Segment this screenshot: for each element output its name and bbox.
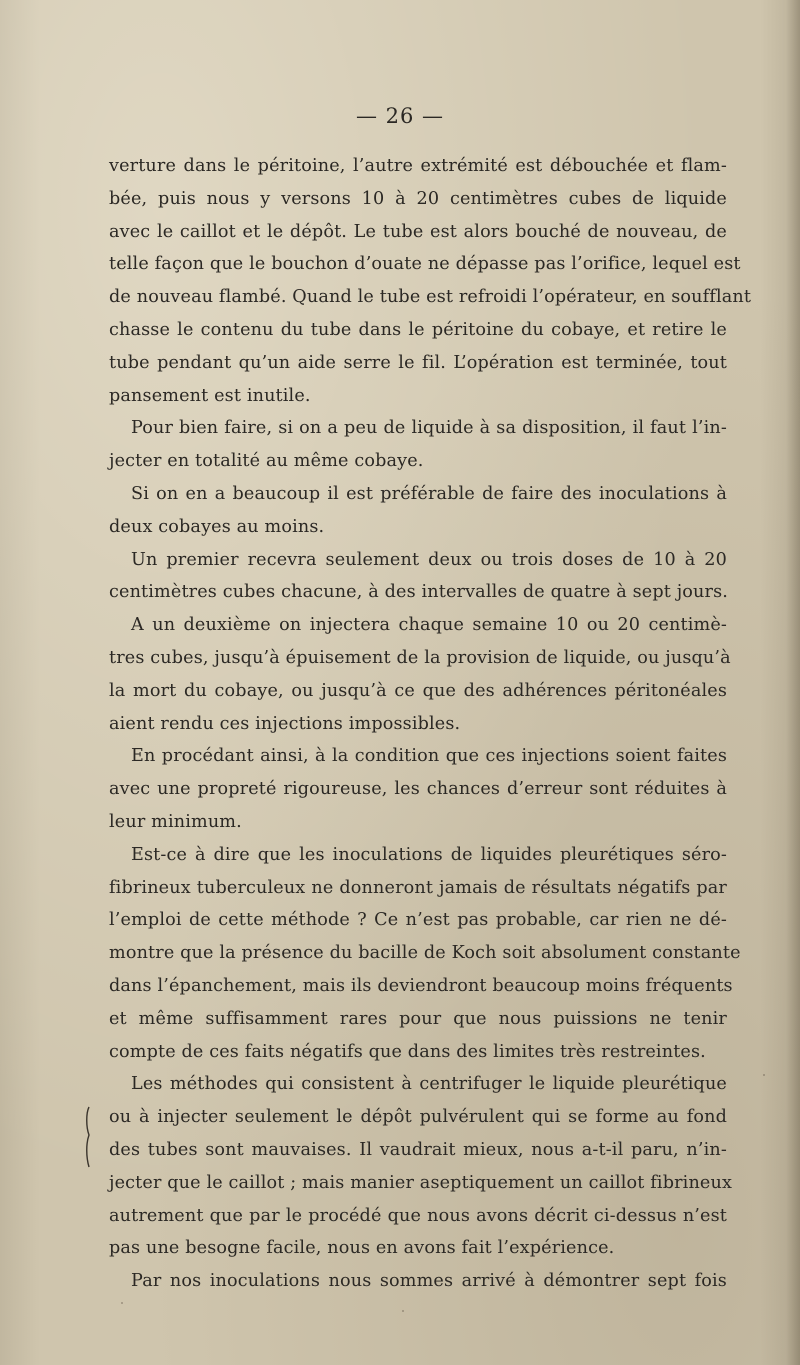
text-line: jecter en totalité au même cobaye. [109, 451, 424, 472]
text-line: pas une besogne facile, nous en avons fait l’expérience. [109, 1238, 615, 1259]
text-line: Pour bien faire, si on a peu de liquide à sa disposition, il faut l’in- [131, 418, 727, 439]
text-line: A un deuxième on injectera chaque semaine 10 ou 20 centimè- [131, 615, 727, 636]
text-line: verture dans le péritoine, l’autre extrémité est débouchée et flam- [109, 156, 727, 176]
text-line: l’emploi de cette méthode ? Ce n’est pas probable, car rien ne dé- [109, 910, 727, 931]
text-line: centimètres cubes chacune, à des intervalles de quatre à sept jours. [109, 582, 729, 603]
text-line: autrement que par le procédé que nous avons décrit ci-dessus n’est [109, 1205, 727, 1226]
text-line: aient rendu ces injections impossibles. [109, 713, 461, 734]
text-line: Un premier recevra seulement deux ou trois doses de 10 à 20 [131, 549, 727, 570]
text-line: fibrineux tuberculeux ne donneront jamais de résultats négatifs par [109, 877, 727, 898]
text-line: deux cobayes au moins. [109, 516, 325, 537]
paper-speck [402, 1310, 404, 1312]
text-line: avec une propreté rigoureuse, les chances d’erreur sont réduites à [109, 779, 727, 800]
text-line: leur minimum. [109, 811, 242, 832]
body-text [109, 150, 752, 1298]
text-line: tube pendant qu’un aide serre le fil. L’opération est terminée, tout [109, 352, 727, 373]
text-line: bée, puis nous y versons 10 à 20 centimètres cubes de liquide [109, 188, 727, 209]
text-line: des tubes sont mauvaises. Il vaudrait mieux, nous a-t-il paru, n’in- [109, 1139, 727, 1160]
text-line: compte de ces faits négatifs que dans des limites très restreintes. [109, 1041, 706, 1062]
text-line: montre que la présence du bacille de Koch soit absolument constante [109, 943, 741, 964]
text-line: ou à injecter seulement le dépôt pulvérulent qui se forme au fond [109, 1107, 727, 1128]
margin-bracket-mark [84, 1105, 92, 1169]
page-edge-shadow [786, 0, 800, 1365]
text-line: jecter que le caillot ; mais manier aseptiquement un caillot fibrineux [109, 1172, 733, 1193]
text-line: de nouveau flambé. Quand le tube est refroidi l’opérateur, en soufflant [109, 287, 752, 308]
text-line: Est-ce à dire que les inoculations de liquides pleurétiques séro- [131, 844, 727, 865]
text-line: chasse le contenu du tube dans le péritoine du cobaye, et retire le [109, 319, 727, 340]
text-line: En procédant ainsi, à la condition que ces injections soient faites [131, 746, 727, 767]
text-line: Si on en a beaucoup il est préférable de faire des inoculations à [131, 483, 727, 504]
text-line: dans l’épanchement, mais ils deviendront beaucoup moins fréquents [109, 975, 733, 996]
text-line: Par nos inoculations nous sommes arrivé à démontrer sept fois [131, 1271, 727, 1292]
text-line: pansement est inutile. [109, 385, 311, 406]
text-line: tres cubes, jusqu’à épuisement de la provision de liquide, ou jusqu’à [109, 647, 731, 668]
text-line: et même suffisamment rares pour que nous puissions ne tenir [109, 1008, 727, 1029]
text-line: telle façon que le bouchon d’ouate ne dépasse pas l’orifice, lequel est [109, 254, 741, 275]
text-line: la mort du cobaye, ou jusqu’à ce que des adhérences péritonéales [109, 680, 727, 701]
paper-speck [121, 1302, 123, 1304]
paper-speck [763, 1074, 765, 1076]
text-line: Les méthodes qui consistent à centrifuger le liquide pleurétique [131, 1074, 727, 1095]
text-line: avec le caillot et le dépôt. Le tube est alors bouché de nouveau, de [109, 221, 727, 242]
page-number: — 26 — [355, 104, 445, 128]
